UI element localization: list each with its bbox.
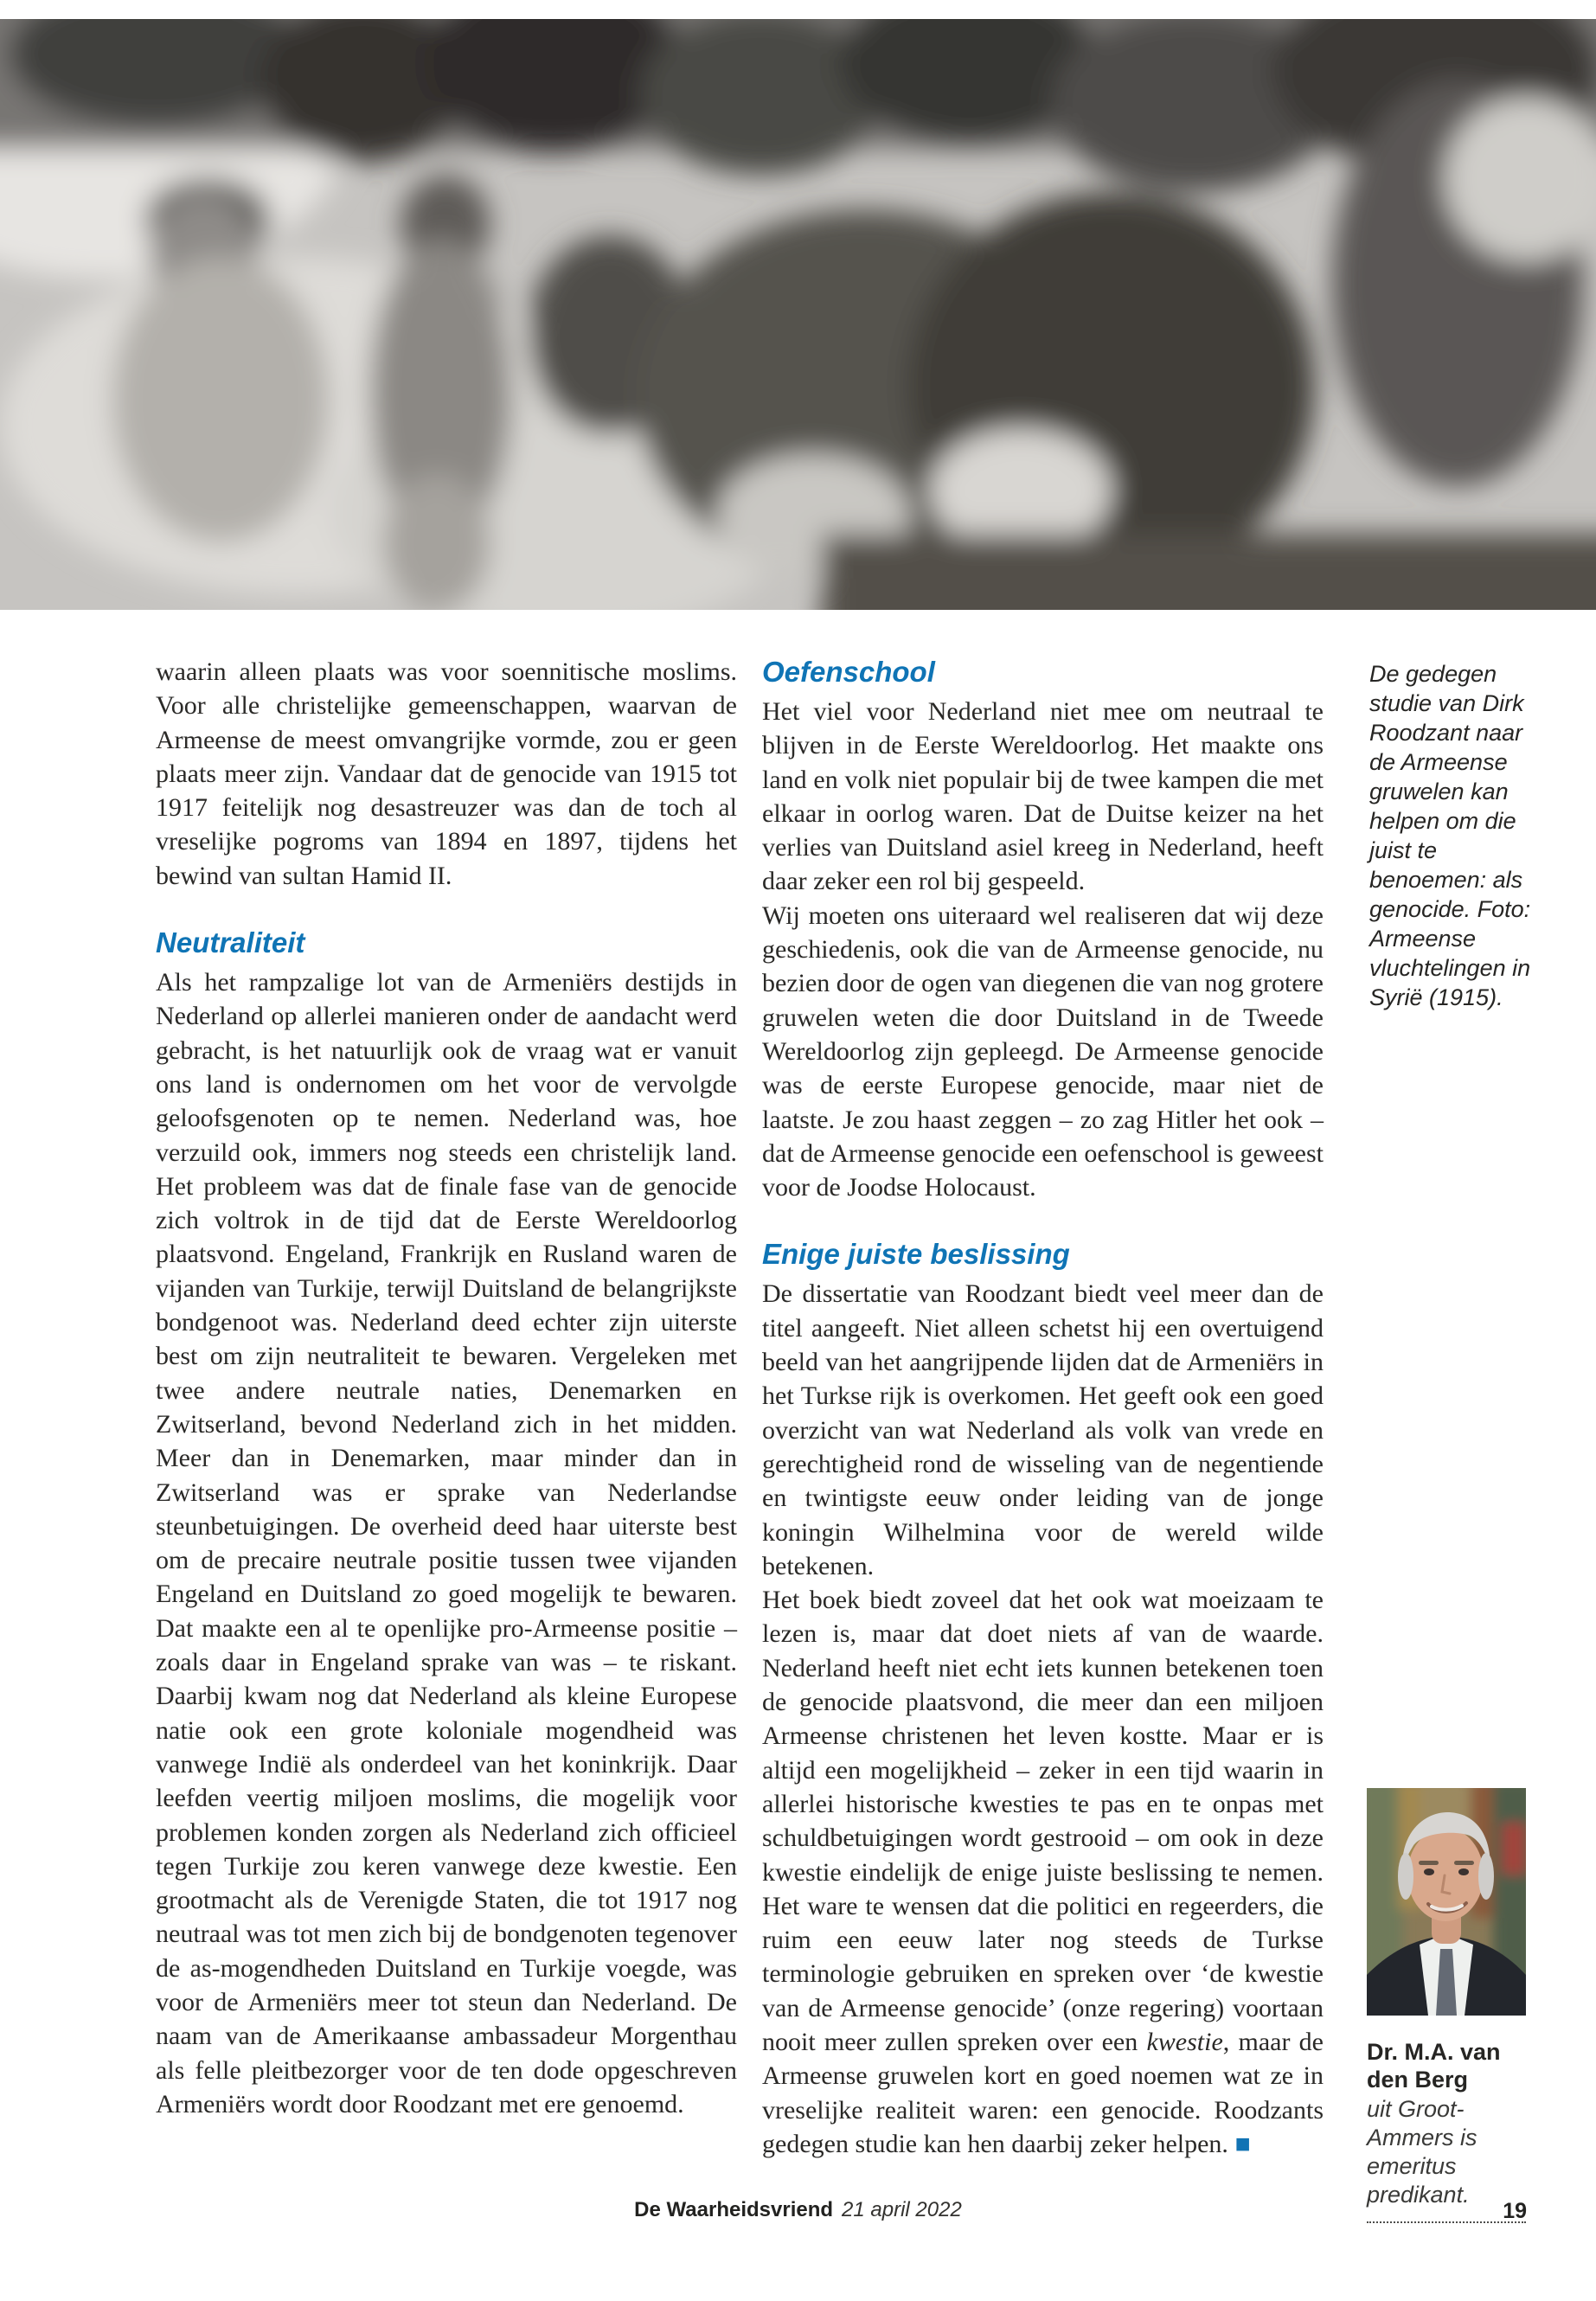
article-end-square-icon: ■ [1234, 2129, 1251, 2158]
italic-word: kwestie [1146, 2027, 1223, 2056]
footer-center [0, 2198, 1596, 2222]
article-column-left [156, 655, 737, 2121]
footer-brand: De Waarheidsvriend [634, 2198, 834, 2221]
page-number: 19 [1503, 2199, 1527, 2223]
section-heading-neutraliteit: Neutraliteit [156, 926, 305, 959]
photo-caption: De gedegen studie van Dirk Roodzant naar de Armeense gruwelen kan helpen om die juist te benoemen: als genocide. Foto: Armeense vluchtelingen in Syrië (1915). [1369, 661, 1531, 1010]
article-column-right [762, 655, 1324, 2161]
paragraph-text: Het boek biedt zoveel dat het ook wat moeizaam te lezen is, maar dat doet niets af van de waarde. Nederland heeft niet echt iets kunnen betekenen toen de genocide plaatsvond, die meer dan een miljoen Armeense christenen het leven kostte. Maar er is altijd een mogelijkheid – zeker in een tijd waarin in allerlei historische kwesties te pas en te onpas met schuldbetuigingen wordt gestrooid – om ook in deze kwestie eindelijk de enige juiste beslissing te nemen. Het ware te wensen dat die politici en regeerders, die ruim een eeuw later nog steeds de Turkse terminologie gebruiken en spreken over ‘de kwestie van de Armeense genocide’ (onze regering) voortaan nooit meer zullen spreken over een [762, 1586, 1324, 2056]
paragraph-text: , maar de Armeense gruwelen kort en goed noemen wat ze in vreselijke realiteit waren: een genocide. Roodzants gedegen studie kan hen daarbij zeker helpen. [762, 2027, 1324, 2158]
paragraph: Wij moeten ons uiteraard wel realiseren dat wij deze geschiedenis, ook die van de Armeense genocide, nu bezien door de ogen van diegenen die van nog grotere gruwelen weten die door Duitsland in de Tweede Wereldoorlog zijn gepleegd. De Armeense genocide was de eerste Europese genocide, maar niet de laatste. Je zou haast zeggen – zo zag Hitler het ook – dat de Armeense genocide een oefenschool is geweest voor de Joodse Holocaust. [762, 901, 1324, 1202]
paragraph: waarin alleen plaats was voor soennitische moslims. Voor alle christelijke gemeenschappen, waarvan de Armeense de meest omvangrijke vormde, zou er geen plaats meer zijn. Vandaar dat de genocide van 1915 tot 1917 feitelijk nog desastreuzer was dan de toch al vreselijke pogroms van 1894 en 1897, tijdens het bewind van sultan Hamid II. [156, 657, 737, 890]
author-description: uit Groot-Ammers is emeritus predikant. [1367, 2096, 1477, 2208]
paragraph-with-end-mark [762, 1583, 1324, 2161]
paragraph: De dissertatie van Roodzant biedt veel meer dan de titel aangeeft. Niet alleen schetst hij een overtuigend beeld van het aangrijpende lijden dat de Armeniërs in het Turkse rijk is overkomen. Het geeft ook een goed overzicht van wat Nederland als volk van vrede en gerechtigheid rond de wisseling van de negentiende en twintigste eeuw onder leiding van de jonge koningin Wilhelmina voor de wereld wilde betekenen. [762, 1279, 1324, 1580]
author-box [1367, 1788, 1526, 2223]
section-heading-oefenschool: Oefenschool [762, 656, 935, 688]
section-heading-enige-juiste-beslissing: Enige juiste beslissing [762, 1238, 1070, 1271]
author-portrait-photo [1367, 1788, 1526, 2016]
refugees-photo [0, 19, 1596, 610]
author-name: Dr. M.A. van den Berg [1367, 2039, 1501, 2093]
paragraph: Als het rampzalige lot van de Armeniërs destijds in Nederland op allerlei manieren onder de aandacht werd gebracht, is het natuurlijk ook de vraag wat er vanuit ons land is ondernomen om het voor de vervolgde geloofsgenoten op te nemen. Nederland was, hoe verzuild ook, immers nog steeds een christelijk land. Het probleem was dat de finale fase van de genocide zich voltrok in de tijd dat de Eerste Wereldoorlog plaatsvond. Engeland, Frankrijk en Rusland waren de vijanden van Turkije, terwijl Duitsland de belangrijkste bondgenoot was. Nederland deed echter zijn uiterste best om zijn neutraliteit te bewaren. Vergeleken met twee andere neutrale naties, Denemarken en Zwitserland, bevond Nederland zich in het midden. Meer dan in Denemarken, maar minder dan in Zwitserland was er sprake van Nederlandse steunbetuigingen. De overheid deed haar uiterste best om de precaire neutrale positie tussen twee vijanden Engeland en Duitsland zo goed mogelijk te bewaren. Dat maakte een al te openlijke pro-Armeense positie – zoals daar in Engeland sprake van was – te riskant. Daarbij kwam nog dat Nederland als kleine Europese natie ook een grote koloniale mogendheid was vanwege Indië als onderdeel van het koninkrijk. Daar leefden veertig miljoen moslims, die mogelijk voor problemen konden zorgen als Nederland zich officieel tegen Turkije zou keren vanwege deze kwestie. Een grootmacht als de Verenigde Staten, die tot 1917 nog neutraal was tot men zich bij de bondgenoten tegenover de as-mogendheden Duitsland en Turkije voegde, was voor de Armeniërs meer tot steun dan Nederland. De naam van de Amerikaanse ambassadeur Morgenthau als felle pleitbezorger voor de ten dode opgeschreven Armeniërs wordt door Roodzant met ere genoemd. [156, 968, 737, 2118]
footer-date: 21 april 2022 [842, 2198, 962, 2221]
author-portrait-art [1367, 1788, 1526, 2016]
refugees-photo-art [0, 19, 1596, 610]
paragraph: Het viel voor Nederland niet mee om neutraal te blijven in de Eerste Wereldoorlog. Het maakte ons land en volk niet populair bij de twee kampen die met elkaar in oorlog waren. Dat de Duitse keizer na het verlies van Duitsland asiel kreeg in Nederland, heeft daar zeker een rol bij gespeeld. [762, 697, 1324, 896]
page-footer [0, 2198, 1596, 2227]
